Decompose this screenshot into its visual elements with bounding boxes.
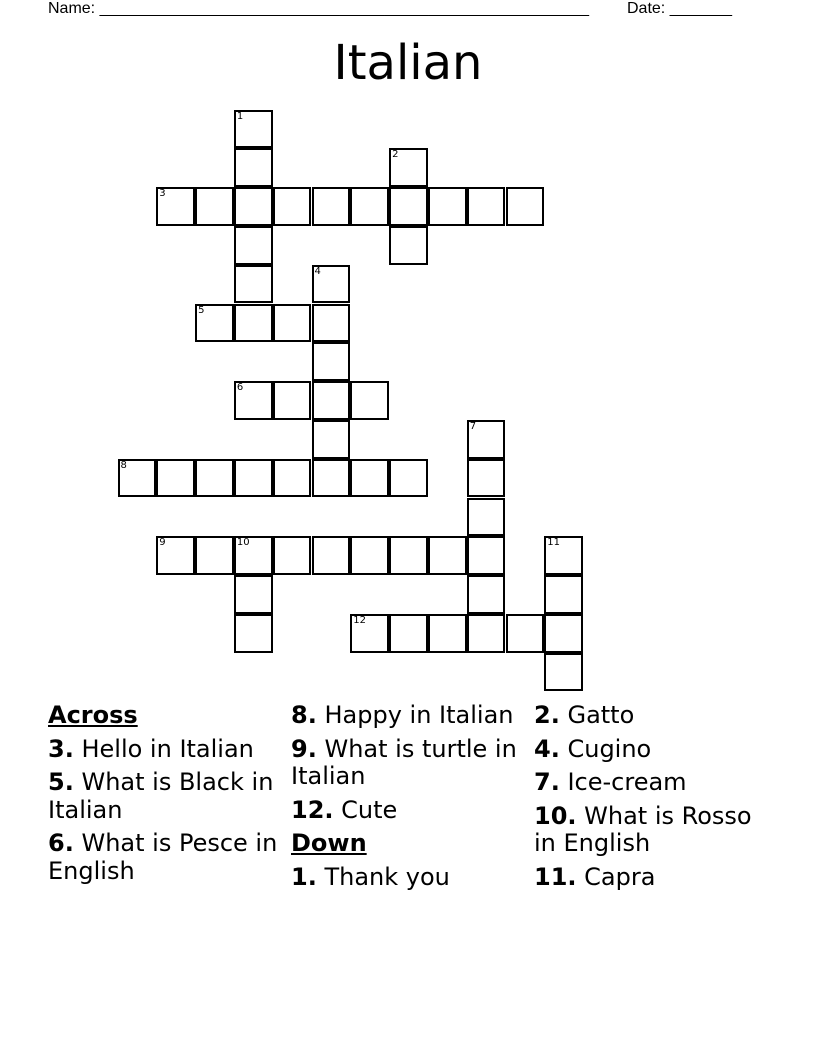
clue-number: 10 <box>236 537 250 549</box>
grid-cell[interactable] <box>273 459 312 498</box>
grid-cell[interactable] <box>350 536 389 575</box>
grid-cell[interactable] <box>467 575 506 614</box>
grid-cell[interactable] <box>467 420 506 459</box>
clue-number: 5 <box>198 304 205 316</box>
grid-cell[interactable] <box>156 536 195 575</box>
grid-cell[interactable] <box>234 575 273 614</box>
clue-number: 3 <box>159 188 166 200</box>
grid-cell[interactable] <box>312 381 351 420</box>
clue-number: 7 <box>469 420 477 432</box>
clue-number: 8 <box>120 459 127 471</box>
grid-cell[interactable] <box>389 614 428 653</box>
grid-cell[interactable] <box>234 304 273 343</box>
grid-cell[interactable] <box>234 459 273 498</box>
grid-cell[interactable] <box>312 265 351 304</box>
clue-column-1 <box>48 702 278 891</box>
grid-cell[interactable] <box>195 304 234 343</box>
grid-cell[interactable] <box>428 536 467 575</box>
grid-cell[interactable] <box>312 304 351 343</box>
grid-cell[interactable] <box>467 459 506 498</box>
grid-cell[interactable] <box>350 614 389 653</box>
clue-number: 1 <box>236 110 244 122</box>
grid-cell[interactable] <box>234 381 273 420</box>
grid-cell[interactable] <box>118 459 157 498</box>
grid-cell[interactable] <box>544 653 583 692</box>
grid-cell[interactable] <box>467 498 506 537</box>
page-title: Italian <box>333 35 483 91</box>
clue-across-3: 3. Hello in Italian <box>48 734 254 763</box>
clue-number: 4 <box>314 265 321 277</box>
down-heading: Down <box>291 829 367 857</box>
grid-cell[interactable] <box>312 420 351 459</box>
clue-down-11: 11. Capra <box>534 862 656 891</box>
grid-cell[interactable] <box>234 148 273 187</box>
clue-down-1: 1. Thank you <box>291 862 450 891</box>
grid-cell[interactable] <box>389 148 428 187</box>
name-field-line: Name: _______________________________________________________ <box>48 0 589 17</box>
grid-cell[interactable] <box>467 536 506 575</box>
clue-across-6: 6. What is Pesce in English <box>48 829 278 885</box>
grid-cell[interactable] <box>195 536 234 575</box>
grid-cell[interactable] <box>389 226 428 265</box>
grid-cell[interactable] <box>312 536 351 575</box>
clue-down-10: 10. What is Rosso in English <box>534 801 752 857</box>
clue-column-2 <box>291 702 521 897</box>
clue-across-8: 8. Happy in Italian <box>291 701 514 729</box>
grid-cell[interactable] <box>195 187 234 226</box>
clue-number: 11 <box>547 537 561 549</box>
grid-cell[interactable] <box>195 459 234 498</box>
grid-cell[interactable] <box>428 187 467 226</box>
grid-cell[interactable] <box>273 381 312 420</box>
grid-cell[interactable] <box>350 187 389 226</box>
grid-cell[interactable] <box>273 304 312 343</box>
grid-cell[interactable] <box>544 536 583 575</box>
grid-cell[interactable] <box>234 187 273 226</box>
grid-cell[interactable] <box>544 575 583 614</box>
grid-cell[interactable] <box>234 265 273 304</box>
clue-across-12: 12. Cute <box>291 795 398 824</box>
grid-cell[interactable] <box>428 614 467 653</box>
grid-cell[interactable] <box>156 459 195 498</box>
grid-cell[interactable] <box>389 459 428 498</box>
grid-cell[interactable] <box>234 110 273 149</box>
clue-column-3 <box>534 702 774 897</box>
clue-number: 9 <box>159 537 166 549</box>
grid-cell[interactable] <box>312 187 351 226</box>
grid-cell[interactable] <box>234 614 273 653</box>
grid-cell[interactable] <box>234 536 273 575</box>
grid-cell[interactable] <box>389 187 428 226</box>
grid-cell[interactable] <box>312 459 351 498</box>
grid-cell[interactable] <box>350 459 389 498</box>
clue-down-2: 2. Gatto <box>534 701 635 729</box>
across-heading: Across <box>48 701 138 729</box>
clue-number: 6 <box>236 382 244 394</box>
grid-cell[interactable] <box>312 342 351 381</box>
clue-number: 12 <box>353 614 367 626</box>
grid-cell[interactable] <box>467 614 506 653</box>
clue-number: 2 <box>392 149 399 161</box>
grid-cell[interactable] <box>350 381 389 420</box>
grid-cell[interactable] <box>273 187 312 226</box>
grid-cell[interactable] <box>273 536 312 575</box>
grid-cell[interactable] <box>156 187 195 226</box>
grid-cell[interactable] <box>506 614 545 653</box>
grid-cell[interactable] <box>234 226 273 265</box>
date-field-line: Date: _______ <box>627 0 732 17</box>
clue-across-5: 5. What is Black in Italian <box>48 768 274 824</box>
grid-cell[interactable] <box>389 536 428 575</box>
clue-down-4: 4. Cugino <box>534 734 652 763</box>
grid-cell[interactable] <box>506 187 545 226</box>
grid-cell[interactable] <box>467 187 506 226</box>
grid-cell[interactable] <box>544 614 583 653</box>
clue-down-7: 7. Ice-cream <box>534 768 687 796</box>
clue-across-9: 9. What is turtle in Italian <box>291 734 517 790</box>
